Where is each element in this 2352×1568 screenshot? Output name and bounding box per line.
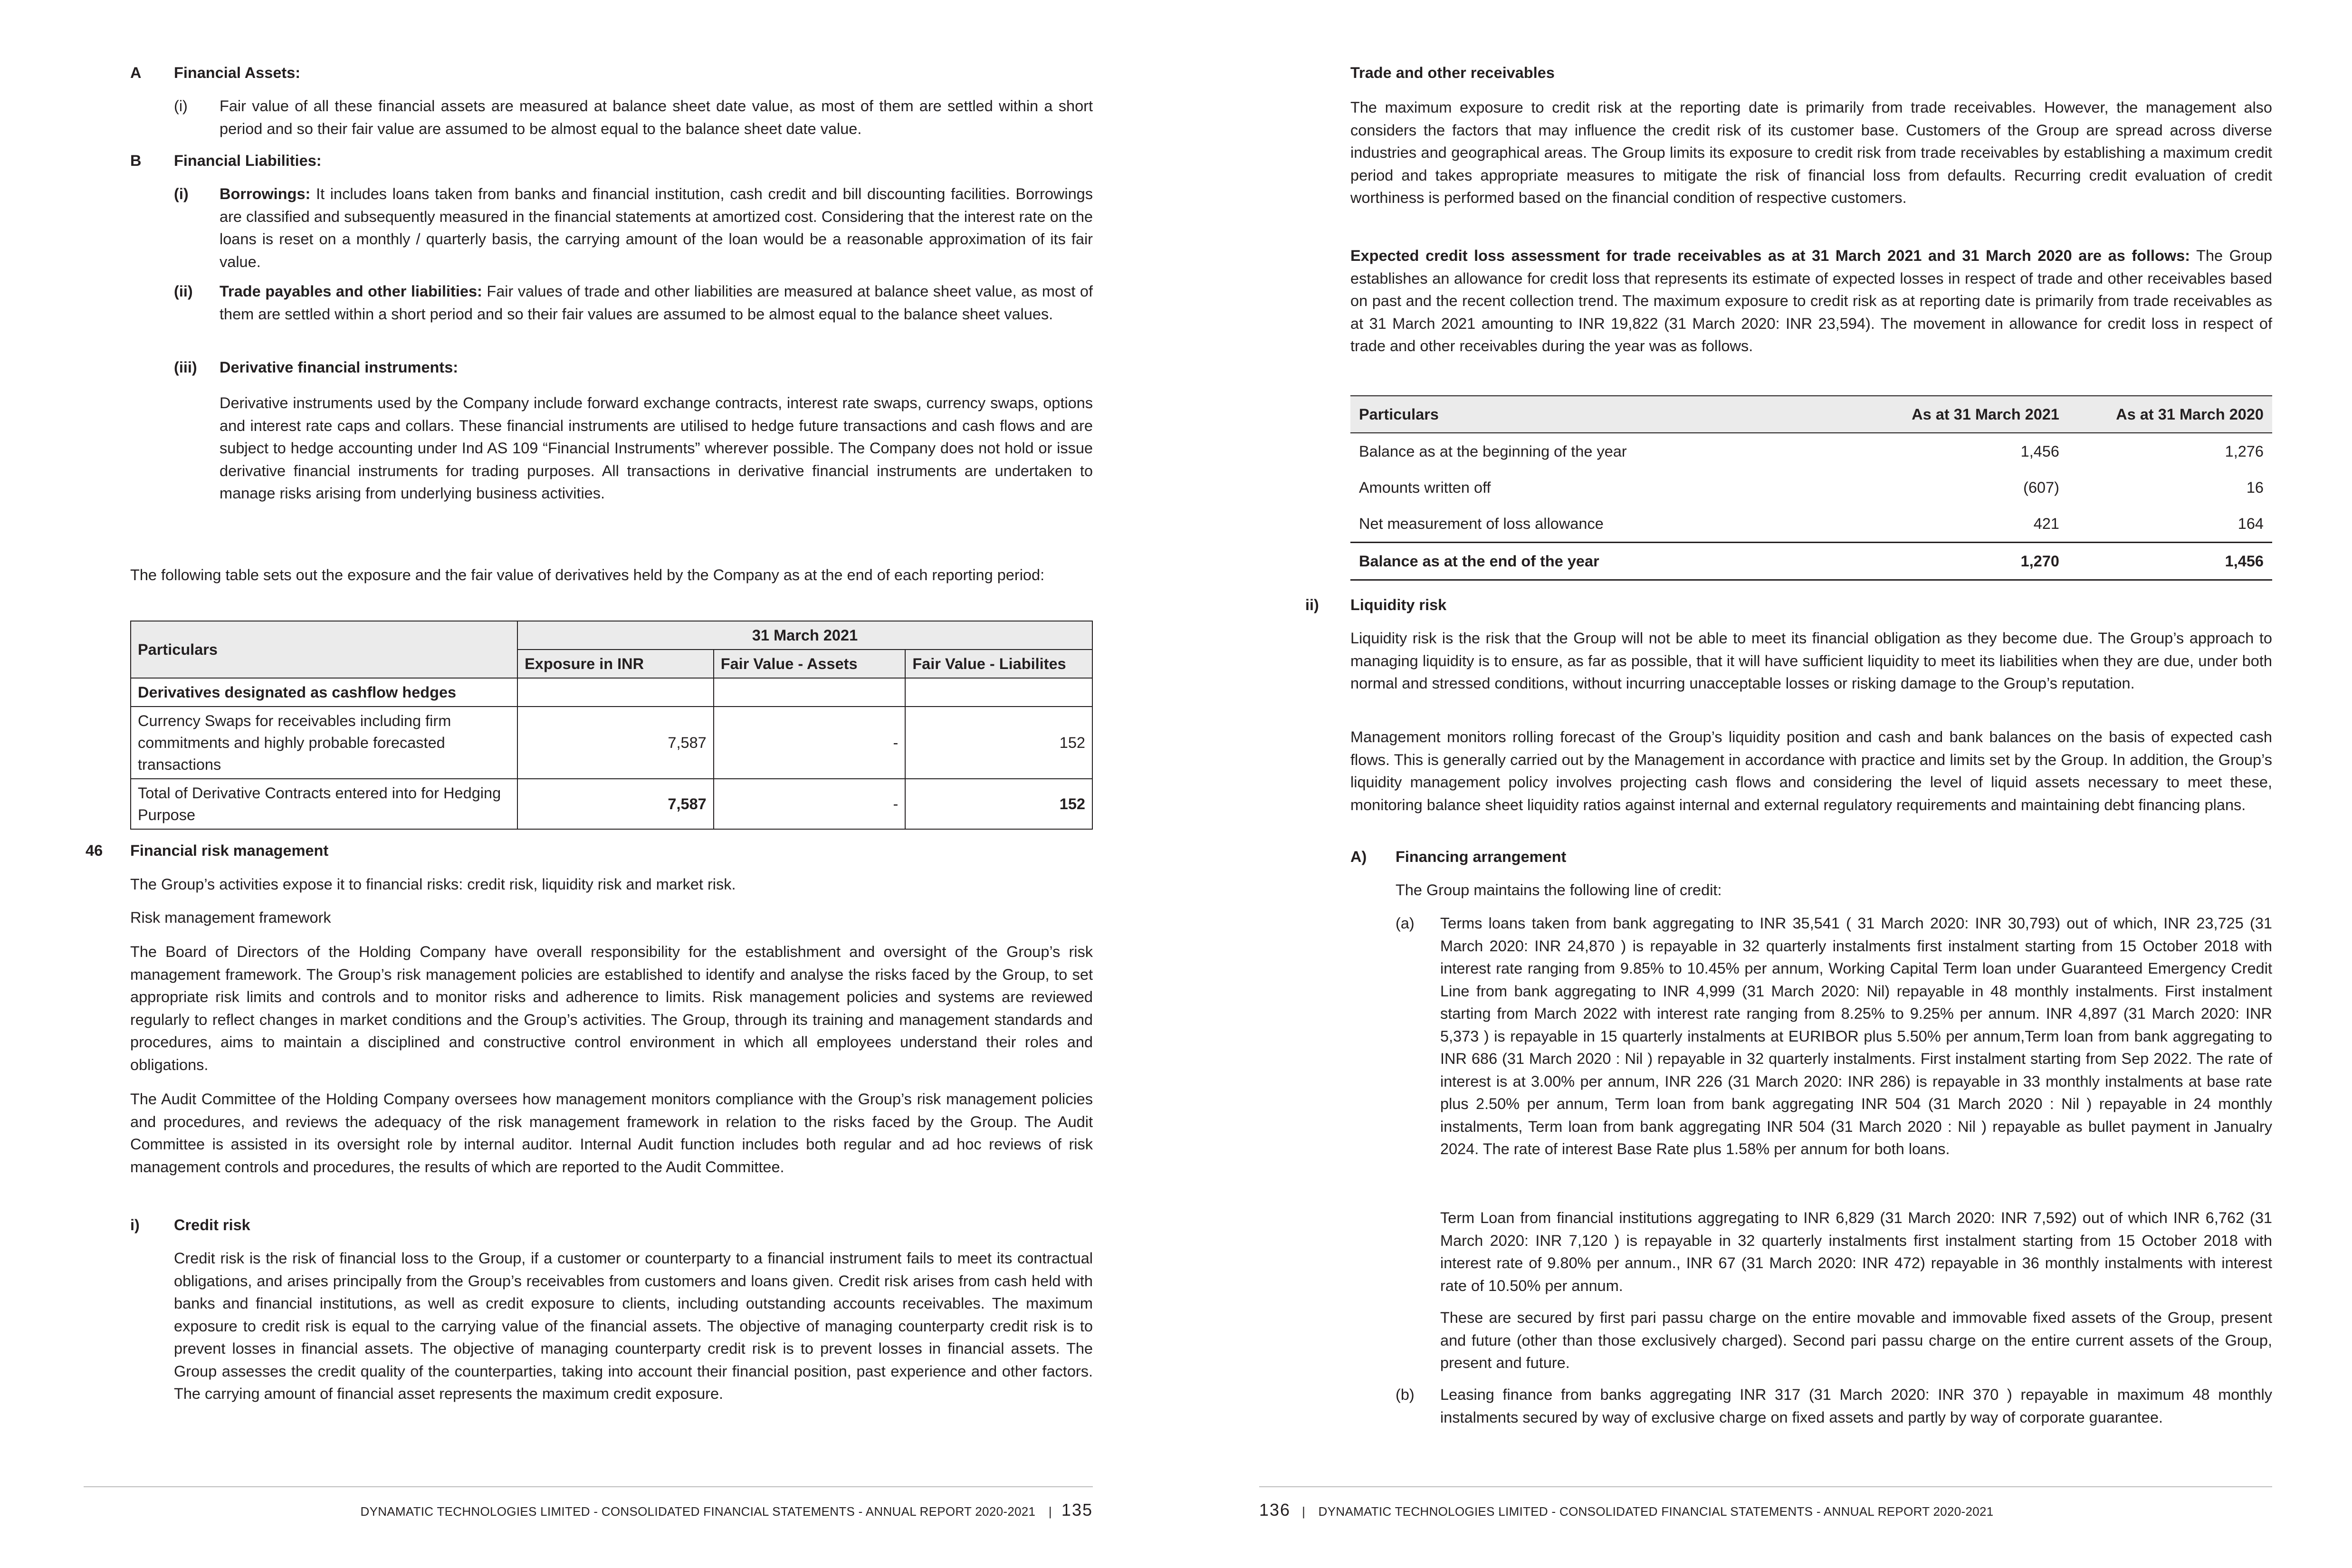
cell-fv-liabilities: 152 [905,707,1092,779]
financial-risk-heading: Financial risk management [130,842,329,859]
trade-receivables-paragraph: The maximum exposure to credit risk at the reporting date is primarily from trade receivables. However, the management also considers the factors that may influence the credit risk of its customer base. Customers of the Group are spread across diverse industries and geographical areas. The Group limits its exposure to credit risk from trade receivables by establishing a maximum credit period and takes appropriate measures to mitigate the risk of financial loss from defaults. Recurring credit evaluation of credit worthiness is performed based on the financial condition of respective customers. [1350,99,2272,206]
borrowings-label: Borrowings: [220,185,311,202]
risk-framework-label: Risk management framework [130,909,331,926]
cell-2021: (607) [2023,478,2059,496]
footer-rule [1259,1486,2272,1488]
financial-institution-loans-paragraph: Term Loan from financial institutions aggregating to INR 6,829 (31 March 2020: INR 7,592) out of which INR 6,762 (31 March 2020: INR 7,120 ) is repayable in 32 quarterly instalments first instalment starting from 15 October 2018 with interest rate of 9.80% per annum., INR 67 (31 March 2020: INR 472) repayable in 36 monthly instalments with interest rate of 10.50% per annum. [1440,1209,2272,1294]
borrowings-paragraph [220,183,1093,273]
financial-liabilities-heading: Financial Liabilities: [174,152,322,169]
security-paragraph: These are secured by first pari passu charge on the entire movable and immovable fixed assets of the Group, present and future (other than those exclusively charged). Second pari passu charge on the entire current assets of the Group, present and future. [1440,1309,2272,1371]
cell-2021: 1,456 [2020,442,2059,460]
col-header-particulars: Particulars [1350,396,1864,433]
footer-separator: | [1048,1504,1052,1519]
derivative-instruments-heading: Derivative financial instruments: [220,359,459,376]
leasing-finance-paragraph: Leasing finance from banks aggregating INR 317 (31 March 2020: INR 370 ) repayable in maximum 48 monthly instalments secured by way of exclusive charge on fixed assets and partly by way of corporate guarantee. [1440,1386,2272,1426]
derivatives-table [130,621,1093,830]
table-row [1350,469,2272,506]
table-row [1350,433,2272,469]
trade-receivables-heading: Trade and other receivables [1350,64,1555,81]
item-number: (i) [174,97,188,115]
cell-2020: 1,276 [2225,442,2264,460]
section-letter-a: A [130,64,142,81]
credit-risk-paragraph: Credit risk is the risk of financial loss to the Group, if a customer or counterparty to a financial instrument fails to meet its contractual obligations, and arises principally from the Group’s receivables from customers and loans given. Credit risk arises from cash held with banks and financial institutions, as well as credit exposure to clients, including outstanding accounts receivables. The maximum exposure to credit risk is equal to the carrying value of the financial assets. The objective of managing counterparty credit risk is to prevent losses in financial assets. The objective of managing counterparty credit risk is to prevent losses in financial assets. The Group assesses the credit quality of the counterparties, taking into account their financial position, past experience and other factors. The carrying amount of financial asset represents the maximum credit exposure. [174,1250,1093,1402]
cell-exposure: 7,587 [517,779,714,829]
financing-number: A) [1350,848,1367,865]
cell-2021: 421 [2033,515,2059,532]
ecl-paragraph [1350,245,2272,358]
col-group-header: 31 March 2021 [517,621,1092,650]
ecl-heading: Expected credit loss assessment for trade receivables as at 31 March 2021 and 31 March 2020 are as follows: [1350,247,2190,264]
risk-intro-paragraph: The Group’s activities expose it to financial risks: credit risk, liquidity risk and market risk. [130,876,736,893]
term-loans-paragraph: Terms loans taken from bank aggregating to INR 35,541 ( 31 March 2020: INR 30,793) out of which, INR 23,725 (31 March 2020: INR 24,870 ) is repayable in 32 quarterly instalments first instalment starting from 15 October 2018 with interest rate ranging from 9.85% to 10.45% per annum, Working Capital Term loan under Guaranteed Emergency Credit Line from bank aggregating to INR 4,999 (31 March 2020: Nil) repayable in 48 monthly instalments. First instalment starting from March 2022 with interest rate ranging from 8.25% to 9.25% per annum. INR 4,897 (31 March 2020: INR 5,373 ) is repayable in 15 quarterly instalments at EURIBOR plus 5.50% per annum,Term loan from bank aggregating to INR 686 (31 March 2020 : Nil ) repayable in 32 quarterly instalments. First instalment starting from Sep 2022. The rate of interest is at 3.00% per annum, INR 226 (31 March 2020: INR 286) is repayable in 33 monthly instalments at base rate plus 2.50% per annum, Term loan from bank aggregating INR 504 (31 March 2020 : Nil ) repayable in 24 monthly instalments, Term loan from bank aggregating INR 504 (31 March 2020 : Nil ) repayable as bullet payment in Janualry 2024. The rate of interest Base Rate plus 1.58% per annum for both loans. [1440,915,2272,1157]
liquidity-risk-heading: Liquidity risk [1350,596,1447,613]
right-page [1176,0,2352,1568]
table-row [131,707,1092,779]
col-header-exposure: Exposure in INR [517,650,714,678]
col-header-2021: As at 31 March 2021 [1864,396,2068,433]
financing-intro: The Group maintains the following line of credit: [1396,881,1722,899]
col-header-2020: As at 31 March 2020 [2068,396,2272,433]
table-row-total [1350,543,2272,580]
row-label: Total of Derivative Contracts entered into for Hedging Purpose [131,779,517,829]
derivative-instruments-paragraph: Derivative instruments used by the Company include forward exchange contracts, interest rate swaps, currency swaps, options and interest rate caps and collars. These financial instruments are utilised to hedge future transactions and cash flows and are subject to hedge accounting under Ind AS 109 “Financial Instruments” wherever possible. The Company does not hold or issue derivative financial instruments for trading purposes. All transactions in derivative financial instruments are undertaken to manage risks arising from underlying business activities. [220,394,1093,502]
liquidity-risk-number: ii) [1305,596,1319,613]
trade-payables-paragraph [220,280,1093,325]
row-label: Currency Swaps for receivables including firm commitments and highly probable forecasted transactions [131,707,517,779]
item-number: (ii) [174,283,193,300]
row-label: Net measurement of loss allowance [1359,515,1604,532]
cell-2020: 164 [2237,515,2264,532]
col-header-particulars: Particulars [131,621,517,678]
item-letter-a: (a) [1396,915,1415,932]
empty-cell [714,678,906,707]
credit-risk-number: i) [130,1216,140,1233]
page-footer [1259,1501,1994,1521]
page-footer [361,1501,1093,1521]
ecl-table [1350,395,2272,581]
cell-fv-assets: - [714,707,906,779]
financing-heading: Financing arrangement [1396,848,1567,865]
section-row-label: Derivatives designated as cashflow hedges [131,678,517,707]
table-row [131,779,1092,829]
cell-fv-assets: - [714,779,906,829]
table-row [131,678,1092,707]
derivative-table-intro: The following table sets out the exposure and the fair value of derivatives held by the Company as at the end of each reporting period: [130,566,1045,583]
col-header-fv-assets: Fair Value - Assets [714,650,906,678]
financial-assets-heading: Financial Assets: [174,64,301,81]
liquidity-paragraph-1: Liquidity risk is the risk that the Group will not be able to meet its financial obligation as they become due. The Group’s approach to managing liquidity is to ensure, as far as possible, that it will have sufficient liquidity to meet its liabilities when they are due, under both normal and stressed conditions, without incurring unacceptable losses or risking damage to the Group’s reputation. [1350,630,2272,692]
cell-exposure: 7,587 [517,707,714,779]
liquidity-paragraph-2: Management monitors rolling forecast of the Group’s liquidity position and cash and bank balances on the basis of expected cash flows. This is generally carried out by the Management in accordance with practice and limits set by the Group. In addition, the Group’s liquidity management policy involves projecting cash flows and considering the level of liquid assets necessary to meet these, monitoring balance sheet liquidity ratios against internal and external regulatory requirements and maintaining debt financing plans. [1350,728,2272,813]
trade-payables-label: Trade payables and other liabilities: [220,283,482,300]
credit-risk-heading: Credit risk [174,1216,250,1233]
footer-title: DYNAMATIC TECHNOLOGIES LIMITED - CONSOLIDATED FINANCIAL STATEMENTS - ANNUAL REPORT 2020-2021 [360,1504,1036,1519]
total-label: Balance as at the end of the year [1350,543,1864,580]
total-2021: 1,270 [1864,543,2068,580]
table-row [1350,506,2272,543]
empty-cell [905,678,1092,707]
ecl-text: The Group establishes an allowance for credit loss that represents its estimate of expected losses in respect of trade and other receivables based on past and the recent collection trend. The maximum exposure to credit risk as at reporting date is primarily from trade receivables as at 31 March 2021 amounting to INR 19,822 (31 March 2020: INR 23,594). The movement in allowance for credit loss in respect of trade and other receivables during the year was as follows. [1350,247,2272,354]
section-letter-b: B [130,152,142,169]
footer-title: DYNAMATIC TECHNOLOGIES LIMITED - CONSOLIDATED FINANCIAL STATEMENTS - ANNUAL REPORT 2020-2021 [1318,1504,1994,1519]
row-label: Amounts written off [1359,478,1491,496]
cell-2020: 16 [2246,478,2264,496]
footer-separator: | [1302,1504,1306,1519]
ecl-table-wrapper [1350,395,2272,581]
row-label: Balance as at the beginning of the year [1359,442,1627,460]
trade-payables-text: Fair values of trade and other liabilities are measured at balance sheet value, as most of them are settled within a short period and so their fair values are assumed to be almost equal to the balance sheet values. [220,283,1093,323]
total-2020: 1,456 [2068,543,2272,580]
item-number: (iii) [174,359,197,376]
cell-fv-liabilities: 152 [905,779,1092,829]
col-header-fv-liabilities: Fair Value - Liabilites [905,650,1092,678]
borrowings-text: It includes loans taken from banks and financial institution, cash credit and bill discounting facilities. Borrowings are classified and subsequently measured in the financial statements at amortized cost. Considering that the interest rate on the loans is reset on a monthly / quarterly basis, the carrying amount of the loan would be a reasonable approximation of its fair value. [220,185,1093,270]
empty-cell [517,678,714,707]
page-number: 136 [1259,1500,1291,1520]
item-letter-b: (b) [1396,1386,1415,1403]
audit-committee-paragraph: The Audit Committee of the Holding Company oversees how management monitors compliance with the Group’s risk management policies and procedures, and reviews the adequacy of the risk management framework in relation to the risks faced by the Group. The Audit Committee is assisted in its oversight role by internal auditor. Internal Audit function includes both regular and ad hoc reviews of risk management controls and procedures, the results of which are reported to the Audit Committee. [130,1090,1093,1176]
footer-rule [84,1486,1093,1488]
section-number-46: 46 [86,842,103,859]
item-number: (i) [174,185,189,202]
board-paragraph: The Board of Directors of the Holding Company have overall responsibility for the establishment and oversight of the Group’s risk management framework. The Group’s risk management policies are established to identify and analyse the risks faced by the Group, to set appropriate risk limits and controls and to monitor risks and adherence to limits. Risk management policies and systems are reviewed regularly to reflect changes in market conditions and the Group’s activities. The Group, through its training and management standards and procedures, aims to maintain a disciplined and constructive control environment in which all employees understand their roles and obligations. [130,943,1093,1073]
page-number: 135 [1061,1500,1093,1520]
financial-assets-paragraph: Fair value of all these financial assets are measured at balance sheet date value, as most of them are settled within a short period and so their fair value are assumed to be almost equal to the balance sheet date value. [220,97,1093,137]
